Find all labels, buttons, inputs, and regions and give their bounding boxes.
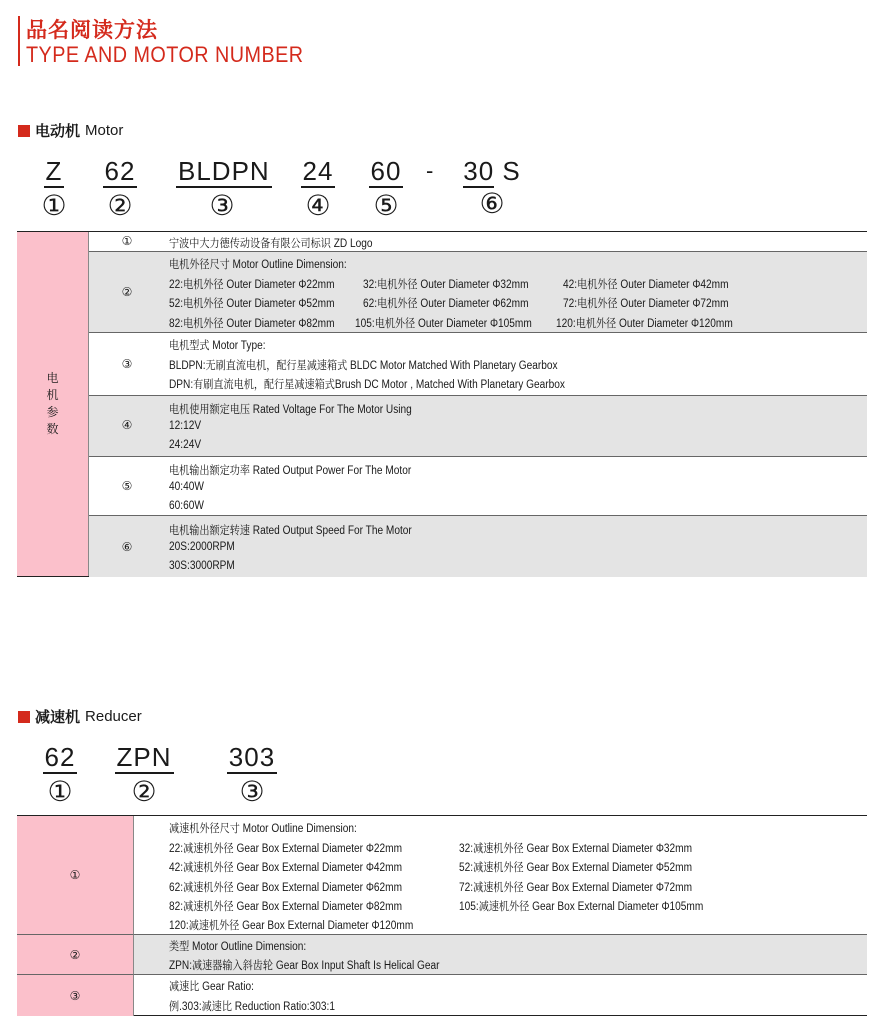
- row-text: 42:电机外径 Outer Diameter Φ42mm: [563, 279, 729, 291]
- row-text: 82:减速机外径 Gear Box External Diameter Φ82mm: [169, 901, 403, 913]
- row-text: 105:电机外径 Outer Diameter Φ105mm: [355, 318, 532, 330]
- row-text: 电机使用额定电压 Rated Voltage For The Motor Using: [169, 404, 412, 416]
- row-index: ③: [121, 357, 133, 371]
- row-text: 52:电机外径 Outer Diameter Φ52mm: [169, 298, 335, 310]
- code-segment: BLDPN: [178, 156, 270, 186]
- row-text: 例.303:减速比 Reduction Ratio:303:1: [169, 1001, 335, 1013]
- table-row: [89, 332, 867, 396]
- code-segment: [461, 156, 523, 186]
- code-index: ②: [107, 190, 133, 221]
- row-text: 42:减速机外径 Gear Box External Diameter Φ42mm: [169, 862, 403, 874]
- row-text: 72:减速机外径 Gear Box External Diameter Φ72mm: [459, 882, 693, 894]
- code-segment: 62: [104, 156, 136, 186]
- row-text: 32:减速机外径 Gear Box External Diameter Φ32mm: [459, 843, 693, 855]
- row-index: ③: [69, 988, 81, 1003]
- row-text: 120:减速机外径 Gear Box External Diameter Φ120mm: [169, 920, 414, 932]
- row-index: ⑥: [121, 540, 133, 554]
- code-index: ③: [239, 776, 265, 807]
- row-text: 类型 Motor Outline Dimension:: [169, 941, 307, 953]
- row-text: 62:电机外径 Outer Diameter Φ62mm: [363, 298, 529, 310]
- row-text: 24:24V: [169, 439, 202, 451]
- side-char: 参: [46, 405, 59, 419]
- header-accent-bar: [18, 16, 20, 66]
- motor-params-side-label: [17, 232, 89, 576]
- motor-code-1: [34, 156, 74, 222]
- code-segment: Z: [45, 156, 63, 186]
- table-row: [134, 934, 867, 975]
- table-row: [134, 816, 867, 934]
- row-text: 电机外径尺寸 Motor Outline Dimension:: [169, 259, 347, 271]
- code-index: ①: [47, 776, 73, 807]
- table-row: [89, 232, 867, 251]
- motor-code-5: [364, 156, 408, 222]
- row-index: ①: [121, 234, 133, 248]
- row-index: ②: [69, 948, 81, 962]
- motor-code-2: [98, 156, 142, 222]
- row-text: ZPN:减速器输入斜齿轮 Gear Box Input Shaft Is Helical Gear: [169, 960, 440, 972]
- code-index: ③: [209, 190, 235, 221]
- table-row: [89, 251, 867, 333]
- code-segment: 24: [302, 156, 334, 186]
- reducer-code-2: [112, 742, 176, 808]
- section-square-icon: [18, 711, 30, 723]
- row-text: 减速机外径尺寸 Motor Outline Dimension:: [169, 823, 357, 835]
- motor-code-3: [176, 156, 268, 222]
- reducer-title-cn: 减速机: [35, 709, 81, 726]
- motor-title-cn: 电动机: [35, 123, 81, 140]
- row-text: 72:电机外径 Outer Diameter Φ72mm: [563, 298, 729, 310]
- reducer-row-index-cell: [17, 934, 134, 975]
- code-index: ①: [41, 190, 67, 221]
- row-text: 62:减速机外径 Gear Box External Diameter Φ62mm: [169, 882, 403, 894]
- motor-title-en: Motor: [85, 122, 124, 139]
- row-text: 电机输出额定转速 Rated Output Speed For The Motor: [169, 525, 412, 537]
- row-text: 52:减速机外径 Gear Box External Diameter Φ52mm: [459, 862, 693, 874]
- code-segment: 60: [370, 156, 402, 186]
- row-text: 82:电机外径 Outer Diameter Φ82mm: [169, 318, 335, 330]
- code-segment: 303: [228, 742, 276, 772]
- code-segment-suffix: S: [502, 156, 521, 186]
- row-index: ⑤: [121, 479, 133, 493]
- row-text: 减速比 Gear Ratio:: [169, 981, 254, 993]
- row-text: 宁波中大力德传动设备有限公司标识 ZD Logo: [169, 238, 373, 250]
- table-row: [89, 395, 867, 457]
- code-index: ②: [131, 776, 157, 807]
- row-text: 电机型式 Motor Type:: [169, 340, 266, 352]
- row-text: 12:12V: [169, 420, 202, 432]
- page-title-en: TYPE AND MOTOR NUMBER: [26, 42, 304, 67]
- code-segment: ZPN: [116, 742, 172, 772]
- table-row: [134, 974, 867, 1016]
- row-text: 105:减速机外径 Gear Box External Diameter Φ105mm: [459, 901, 704, 913]
- row-text: 30S:3000RPM: [169, 560, 235, 572]
- code-index: ④: [305, 190, 331, 221]
- table-row: [89, 515, 867, 577]
- reducer-code-1: [38, 742, 82, 808]
- motor-code-6: [452, 156, 532, 220]
- reducer-row-index-cell: [17, 816, 134, 934]
- code-index: ⑥: [479, 188, 505, 219]
- table-row: [89, 456, 867, 516]
- code-index: ⑤: [373, 190, 399, 221]
- reducer-code-3: [222, 742, 282, 808]
- reducer-section-title: [18, 706, 142, 727]
- page-title-cn: 品名阅读方法: [26, 19, 158, 42]
- row-index: ①: [69, 868, 81, 882]
- row-text: 22:减速机外径 Gear Box External Diameter Φ22mm: [169, 843, 403, 855]
- row-text: 22:电机外径 Outer Diameter Φ22mm: [169, 279, 335, 291]
- row-text: 32:电机外径 Outer Diameter Φ32mm: [363, 279, 529, 291]
- row-text: BLDPN:无刷直流电机，配行星减速箱式 BLDC Motor Matched With Planetary Gearbox: [169, 360, 558, 372]
- side-char: 机: [46, 388, 59, 402]
- code-dash: -: [426, 158, 434, 183]
- row-text: 电机输出额定功率 Rated Output Power For The Motor: [169, 465, 412, 477]
- row-text: 20S:2000RPM: [169, 541, 235, 553]
- reducer-row-index-cell: [17, 974, 134, 1016]
- row-index: ④: [121, 418, 133, 432]
- reducer-title-en: Reducer: [85, 708, 142, 725]
- code-segment-speed: 30: [463, 156, 495, 186]
- row-index: ②: [121, 285, 133, 299]
- row-text: 60:60W: [169, 500, 204, 512]
- row-text: 40:40W: [169, 481, 204, 493]
- motor-params-table: [17, 231, 867, 577]
- motor-section-title: [18, 120, 123, 141]
- section-square-icon: [18, 125, 30, 137]
- motor-code-4: [296, 156, 340, 222]
- reducer-params-table: [17, 815, 867, 1016]
- row-text: DPN:有刷直流电机，配行星减速箱式Brush DC Motor , Matched With Planetary Gearbox: [169, 379, 565, 391]
- code-segment: 62: [44, 742, 76, 772]
- row-text: 120:电机外径 Outer Diameter Φ120mm: [556, 318, 733, 330]
- side-char: 电: [46, 371, 59, 385]
- side-char: 数: [46, 422, 59, 436]
